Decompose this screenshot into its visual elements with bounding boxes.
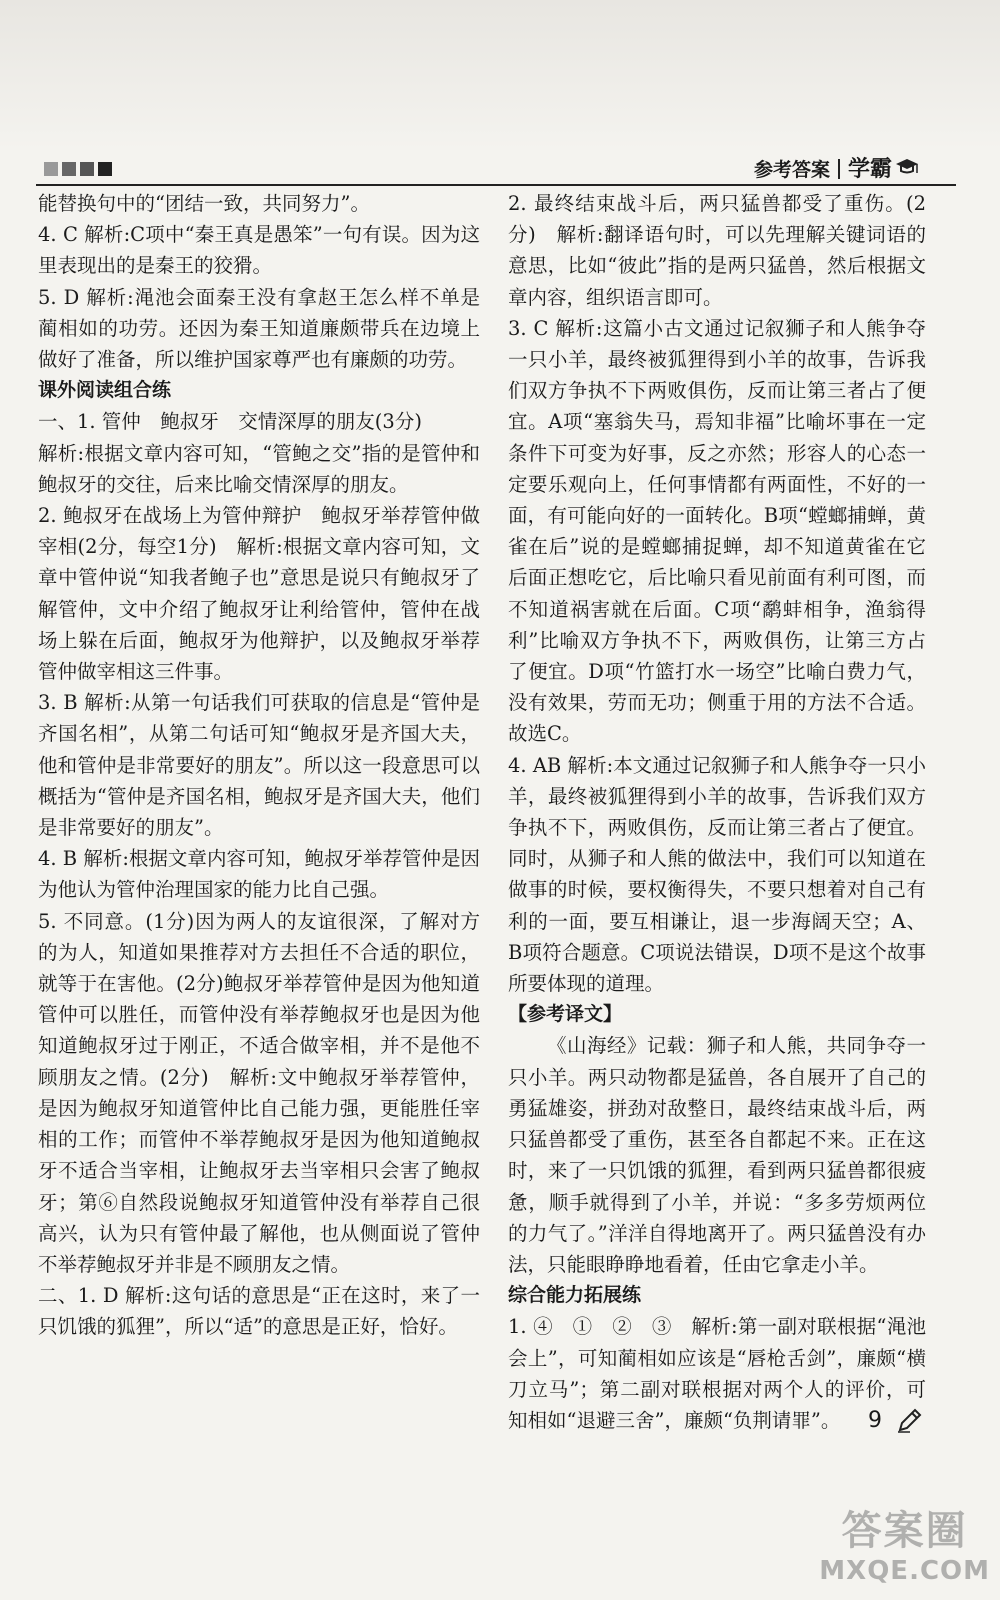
left-column <box>38 188 480 1343</box>
answer-item: 3. C 解析:这篇小古文通过记叙狮子和人熊争夺一只小羊，最终被狐狸得到小羊的故事，告诉我们双方争执不下两败俱伤，反而让第三者占了便宜。A项“塞翁失马，焉知非福”比喻坏事在一定条件下可变为好事，反之亦然；形容人的心态一定要乐观向上，任何事情都有两面性，不好的一面，有可能向好的一面转化。B项“螳螂捕蝉，黄雀在后”说的是螳螂捕捉蝉，却不知道黄雀在它后面正想吃它，后比喻只看见前面有利可图，而不知道祸害就在后面。C项“鹬蚌相争，渔翁得利”比喻双方争执不下，两败俱伤，让第三方占了便宜。D项“竹篮打水一场空”比喻白费力气，没有效果，劳而无功；侧重于用的方法不合适。故选C。 <box>508 316 926 746</box>
page-header <box>36 157 956 182</box>
answer-item: 5. 不同意。(1分)因为两人的友谊很深，了解对方的为人，知道如果推荐对方去担任不合适的职位，就等于在害他。(2分)鲍叔牙举荐管仲是因为他知道管仲可以胜任，而管仲没有举荐鲍叔牙也是因为他知道鲍叔牙过于刚正，不适合做宰相，并不是他不顾朋友之情。(2分) 解析:文中鲍叔牙举荐管仲，是因为鲍叔牙知道管仲比自己能力强，更能胜任宰相的工作；而管仲不举荐鲍叔牙是因为他知道鲍叔牙不适合当宰相，让鲍叔牙去当宰相只会害了鲍叔牙；第⑥自然段说鲍叔牙知道管仲没有举荐自己很高兴，认为只有管仲最了解他，也从侧面说了管仲不举荐鲍叔牙并非是不顾朋友之情。 <box>38 909 480 1276</box>
section-heading: 综合能力拓展练 <box>508 1284 642 1307</box>
header-decoration <box>44 162 112 176</box>
header-title <box>754 152 920 183</box>
scan-shadow <box>0 0 1000 150</box>
answer-item: 2. 鲍叔牙在战场上为管仲辩护 鲍叔牙举荐管仲做宰相(2分，每空1分) 解析:根据文章内容可知，文章中管仲说“知我者鲍子也”意思是说只有鲍叔牙了解管仲，文中介绍了鲍叔牙让利给管仲，管仲在战场上躲在后面，鲍叔牙为他辩护，以及鲍叔牙举荐管仲做宰相这三件事。 <box>38 504 480 684</box>
answer-item: 解析:根据文章内容可知，“管鲍之交”指的是管仲和鲍叔牙的交往，后来比喻交情深厚的朋友。 <box>38 441 480 496</box>
header-separator <box>838 159 840 179</box>
watermark-logo: 答案圈 <box>841 1508 968 1554</box>
pencil-icon <box>896 1406 924 1438</box>
section-heading: 【参考译文】 <box>508 1003 623 1026</box>
answer-item: 一、1. 管仲 鲍叔牙 交情深厚的朋友(3分) <box>38 410 422 434</box>
answer-item: 3. B 解析:从第一句话我们可获取的信息是“管仲是齐国名相”，从第二句话可知“鲍叔牙是齐国大夫，他和管仲是非常要好的朋友”。所以这一段意思可以概括为“管仲是齐国名相，鲍叔牙是齐国大夫，他们是非常要好的朋友”。 <box>38 691 480 840</box>
header-section: 参考答案 <box>753 159 830 181</box>
answer-item: 5. D 解析:渑池会面秦王没有拿赵王怎么样不单是蔺相如的功劳。还因为秦王知道廉颇带兵在边境上做好了准备，所以维护国家尊严也有廉颇的功劳。 <box>38 285 480 372</box>
answer-item: 二、1. D 解析:这句话的意思是“正在这时，来了一只饥饿的狐狸”，所以“适”的意思是正好，恰好。 <box>38 1284 480 1339</box>
watermark <box>819 1499 990 1586</box>
graduation-cap-icon <box>894 156 920 183</box>
translation-text: 《山海经》记载：狮子和人熊，共同争夺一只小羊。两只动物都是猛兽，各自展开了自己的勇猛雄姿，拼劲对敌整日，最终结束战斗后，两只猛兽都受了重伤，甚至各自都起不来。正在这时，来了一只饥饿的狐狸，看到两只猛兽都很疲惫，顺手就得到了小羊，并说：“多多劳烦两位的力气了。”洋洋自得地离开了。两只猛兽没有办法，只能眼睁睁地看着，任由它拿走小羊。 <box>508 1034 926 1276</box>
answer-item: 4. C 解析:C项中“秦王真是愚笨”一句有误。因为这里表现出的是秦王的狡猾。 <box>38 223 480 278</box>
page-number: 9 <box>868 1408 882 1433</box>
header-rule <box>36 184 956 186</box>
right-column <box>508 188 926 1436</box>
answer-item: 4. B 解析:根据文章内容可知，鲍叔牙举荐管仲是因为他认为管仲治理国家的能力比自己强。 <box>38 847 480 902</box>
answer-item: 2. 最终结束战斗后，两只猛兽都受了重伤。(2分) 解析:翻译语句时，可以先理解关键词语的意思，比如“彼此”指的是两只猛兽，然后根据文章内容，组织语言即可。 <box>508 192 926 309</box>
answer-item: 1. ④ ① ② ③ 解析:第一副对联根据“渑池会上”，可知蔺相如应该是“唇枪舌剑”，廉颇“横刀立马”；第二副对联根据对两个人的评价，可知相如“退避三舍”，廉颇“负荆请罪”。 <box>508 1315 926 1432</box>
section-heading: 课外阅读组合练 <box>38 379 172 402</box>
answer-item: 4. AB 解析:本文通过记叙狮子和人熊争夺一只小羊，最终被狐狸得到小羊的故事，告诉我们双方争执不下，两败俱伤，反而让第三者占了便宜。同时，从狮子和人熊的做法中，我们可以知道在做事的时候，要权衡得失，不要只想着对自己有利的一面，要互相谦让，退一步海阔天空；A、B项符合题意。C项说法错误，D项不是这个故事所要体现的道理。 <box>508 753 926 996</box>
watermark-url: MXQE.COM <box>819 1556 990 1586</box>
header-brand: 学霸 <box>847 157 892 182</box>
answer-item: 能替换句中的“团结一致，共同努力”。 <box>38 192 370 215</box>
